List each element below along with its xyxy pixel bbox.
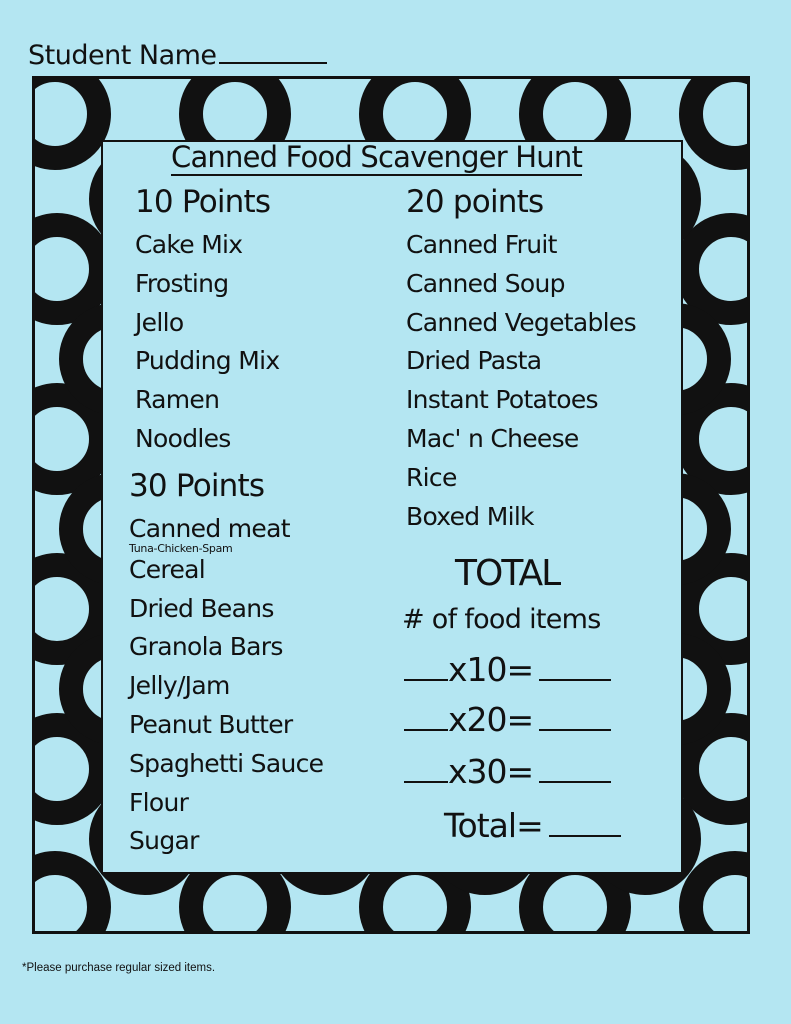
- list-item: Frosting: [135, 268, 229, 298]
- ring-decoration: [35, 863, 99, 934]
- list-item: Noodles: [135, 423, 231, 453]
- list-item: Granola Bars: [129, 632, 283, 662]
- total-heading: TOTAL: [455, 553, 560, 594]
- ten-points-column: [135, 178, 279, 459]
- ring-decoration: [691, 79, 750, 158]
- calc-row-total: [444, 804, 621, 848]
- list-item: Peanut Butter: [129, 709, 293, 739]
- list-item: Instant Potatoes: [406, 385, 598, 415]
- ring-decoration: [687, 225, 750, 313]
- count-blank-x10[interactable]: [404, 659, 448, 681]
- result-blank-x30[interactable]: [539, 761, 611, 783]
- ring-decoration: [35, 79, 99, 158]
- list-item: Rice: [406, 462, 457, 492]
- student-name-text: Student Name: [28, 40, 217, 71]
- grand-total-label: Total=: [444, 806, 543, 845]
- page-title: Canned Food Scavenger Hunt: [171, 140, 583, 174]
- list-item: Jello: [135, 307, 184, 337]
- multiplier-x10: x10=: [448, 650, 534, 689]
- result-blank-x20[interactable]: [539, 709, 611, 731]
- footnote: *Please purchase regular sized items.: [22, 962, 216, 974]
- thirty-points-column: [129, 462, 323, 861]
- list-item: Dried Beans: [129, 593, 274, 623]
- thirty-points-heading: 30 Points: [129, 468, 265, 504]
- ten-points-heading: 10 Points: [135, 184, 271, 220]
- multiplier-x30: x30=: [448, 752, 534, 791]
- list-item: Flour: [129, 787, 189, 817]
- list-item: Spaghetti Sauce: [129, 748, 324, 778]
- student-name-label: [28, 40, 327, 71]
- student-name-blank[interactable]: [219, 40, 327, 64]
- twenty-points-heading: 20 points: [406, 184, 544, 220]
- list-item-note: Tuna-Chicken-Spam: [129, 541, 233, 555]
- list-item: Ramen: [135, 385, 220, 415]
- result-blank-x10[interactable]: [539, 659, 611, 681]
- multiplier-x20: x20=: [448, 700, 534, 739]
- ring-decoration: [691, 863, 750, 934]
- count-blank-x20[interactable]: [404, 709, 448, 731]
- total-subheading: # of food items: [402, 604, 601, 635]
- list-item: Mac' n Cheese: [406, 423, 579, 453]
- calc-row-x30: [404, 750, 611, 794]
- twenty-points-column: [406, 178, 636, 536]
- list-item: Pudding Mix: [135, 346, 280, 376]
- list-item: Dried Pasta: [406, 346, 542, 376]
- list-item: Cake Mix: [135, 230, 243, 259]
- list-item: Canned Fruit: [406, 230, 557, 259]
- ring-decoration: [35, 225, 101, 313]
- list-item: Cereal: [129, 554, 206, 584]
- list-item: Sugar: [129, 826, 199, 856]
- list-item: Canned meat: [129, 514, 290, 543]
- count-blank-x30[interactable]: [404, 761, 448, 783]
- list-item: Canned Soup: [406, 268, 565, 298]
- grand-total-blank[interactable]: [549, 815, 621, 837]
- list-item: Boxed Milk: [406, 501, 534, 531]
- calc-row-x10: [404, 648, 611, 692]
- list-item: Canned Vegetables: [406, 307, 636, 337]
- calc-row-x20: [404, 698, 611, 742]
- list-item: Jelly/Jam: [129, 671, 230, 701]
